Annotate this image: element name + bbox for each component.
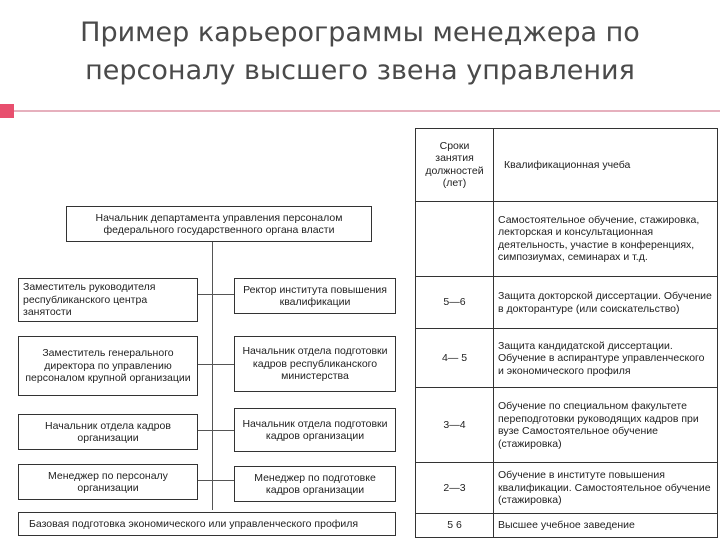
- qualification-table: [415, 128, 718, 538]
- slide-title-line-1: Пример карьерограммы менеджера по: [80, 17, 640, 48]
- left-position-box-1: [18, 278, 198, 322]
- table-row: [416, 329, 718, 388]
- table-row: [416, 276, 718, 329]
- right-position-box-3: [234, 408, 396, 452]
- top-position-box: [66, 206, 372, 242]
- accent-divider: [14, 110, 720, 112]
- left-position-box-4: [18, 464, 198, 500]
- education-cell: Обучение по специальном факультете переподготовки руководящих кадров при вузе Самостоятельное обучение (стажировка): [494, 388, 718, 463]
- connector-row-3: [198, 430, 234, 431]
- term-cell: [416, 201, 494, 276]
- right-position-label-4: Менеджер по подготовке кадров организации: [254, 471, 376, 496]
- table-row: [416, 201, 718, 276]
- right-position-label-1: Ректор института повышения квалификации: [243, 283, 387, 308]
- header-terms-cell: Сроки занятия должностей (лет): [416, 129, 494, 202]
- term-cell: 5 6: [416, 513, 494, 537]
- left-position-label-3: Начальник отдела кадров организации: [45, 419, 171, 444]
- table-row: [416, 388, 718, 463]
- education-cell: Защита кандидатской диссертации. Обучение в аспирантуре управленческого и экономического профиля: [494, 329, 718, 388]
- left-position-label-2: Заместитель генерального директора по управлению персоналом крупной организации: [25, 347, 191, 385]
- right-position-box-2: [234, 336, 396, 392]
- education-cell: Самостоятельное обучение, стажировка, лекторская и консультационная деятельность, участие в конференциях, симпозиумах, семинарах и т.д.: [494, 201, 718, 276]
- term-cell: 5—6: [416, 276, 494, 329]
- right-position-label-2: Начальник отдела подготовки кадров республиканского министерства: [242, 345, 388, 383]
- slide-title: [0, 14, 720, 90]
- table-header-row: [416, 129, 718, 202]
- term-cell: 3—4: [416, 388, 494, 463]
- education-cell: Защита докторской диссертации. Обучение в докторантуре (или соискательство): [494, 276, 718, 329]
- right-position-label-3: Начальник отдела подготовки кадров организации: [242, 417, 388, 442]
- connector-row-4: [198, 480, 234, 481]
- left-position-box-2: [18, 336, 198, 396]
- right-position-box-1: [234, 278, 396, 314]
- left-position-label-4: Менеджер по персоналу организации: [48, 469, 168, 494]
- left-position-box-3: [18, 414, 198, 450]
- education-cell: Высшее учебное заведение: [494, 513, 718, 537]
- connector-center-trunk: [212, 242, 213, 510]
- connector-row-2: [198, 364, 234, 365]
- header-education-cell: Квалификационная учеба: [494, 129, 718, 202]
- table-row: [416, 513, 718, 537]
- accent-square: [0, 104, 14, 118]
- term-cell: 2—3: [416, 463, 494, 514]
- term-cell: 4— 5: [416, 329, 494, 388]
- slide-title-line-2: персоналу высшего звена управления: [85, 55, 635, 86]
- top-position-label: Начальник департамента управления персоналом федерального государственного органа власти: [95, 211, 343, 236]
- connector-row-1: [198, 294, 234, 295]
- base-training-label: Базовая подготовка экономического или управленческого профиля: [29, 517, 359, 530]
- right-position-box-4: [234, 466, 396, 502]
- education-cell: Обучение в институте повышения квалификации. Самостоятельное обучение (стажировка): [494, 463, 718, 514]
- left-position-label-1: Заместитель руководителя республиканского центра занятости: [23, 281, 156, 319]
- base-training-box: [18, 512, 396, 536]
- table-row: [416, 463, 718, 514]
